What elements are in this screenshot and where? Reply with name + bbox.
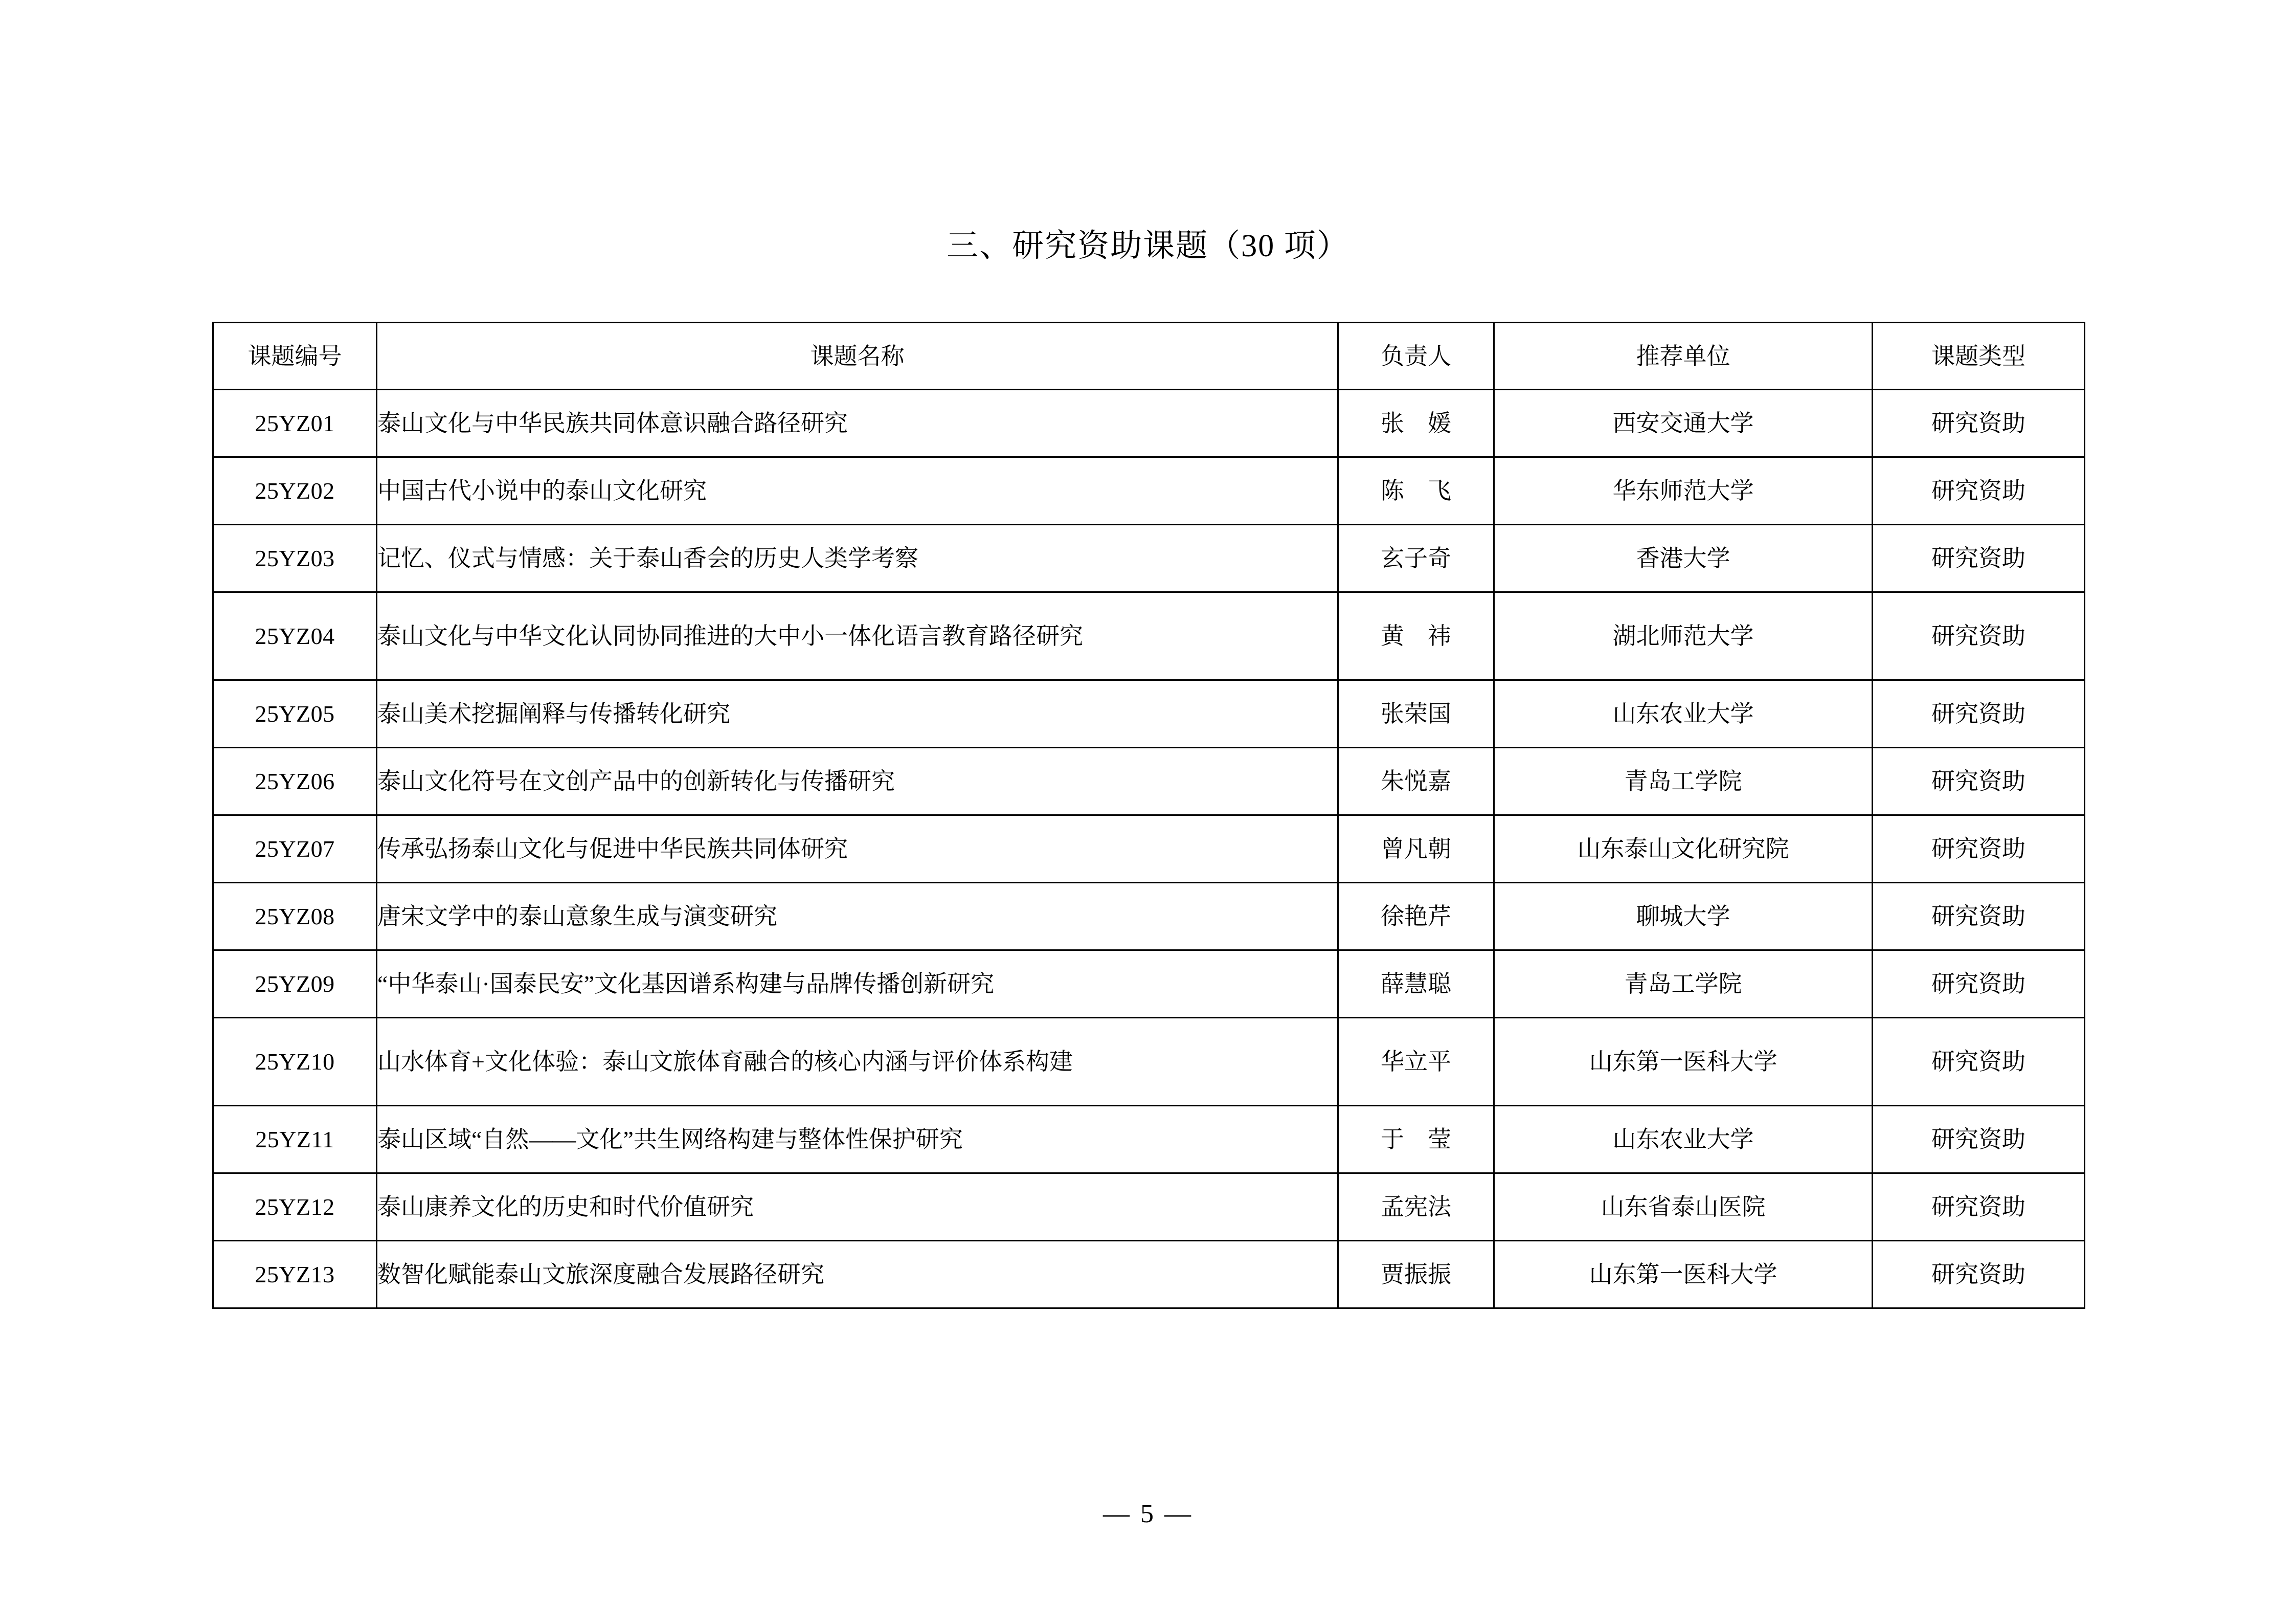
- cell-type: 研究资助: [1873, 592, 2085, 680]
- cell-type: 研究资助: [1873, 1106, 2085, 1173]
- table-row: [213, 1018, 2085, 1106]
- table-row: [213, 390, 2085, 457]
- cell-name: 泰山文化与中华文化认同协同推进的大中小一体化语言教育路径研究: [377, 592, 1338, 680]
- table-row: [213, 525, 2085, 592]
- table-header-row: [213, 323, 2085, 390]
- table-row: [213, 748, 2085, 815]
- cell-name: 唐宋文学中的泰山意象生成与演变研究: [377, 883, 1338, 950]
- cell-leader: 孟宪法: [1338, 1173, 1494, 1241]
- cell-unit: 山东第一医科大学: [1494, 1241, 1873, 1308]
- table-row: [213, 1173, 2085, 1241]
- cell-name: 数智化赋能泰山文旅深度融合发展路径研究: [377, 1241, 1338, 1308]
- table-row: [213, 592, 2085, 680]
- cell-unit: 山东省泰山医院: [1494, 1173, 1873, 1241]
- cell-type: 研究资助: [1873, 815, 2085, 883]
- cell-leader: 陈 飞: [1338, 457, 1494, 525]
- cell-id: 25YZ13: [213, 1241, 377, 1308]
- cell-id: 25YZ12: [213, 1173, 377, 1241]
- cell-id: 25YZ09: [213, 950, 377, 1018]
- cell-leader: 张 媛: [1338, 390, 1494, 457]
- cell-type: 研究资助: [1873, 525, 2085, 592]
- cell-leader: 张荣国: [1338, 680, 1494, 748]
- table-row: [213, 457, 2085, 525]
- cell-leader: 黄 祎: [1338, 592, 1494, 680]
- cell-leader: 薛慧聪: [1338, 950, 1494, 1018]
- table-body: [213, 390, 2085, 1308]
- cell-unit: 山东农业大学: [1494, 680, 1873, 748]
- projects-table: [212, 322, 2085, 1309]
- cell-type: 研究资助: [1873, 950, 2085, 1018]
- cell-leader: 华立平: [1338, 1018, 1494, 1106]
- cell-unit: 山东农业大学: [1494, 1106, 1873, 1173]
- cell-leader: 玄子奇: [1338, 525, 1494, 592]
- cell-type: 研究资助: [1873, 748, 2085, 815]
- cell-unit: 山东泰山文化研究院: [1494, 815, 1873, 883]
- cell-name: 山水体育+文化体验：泰山文旅体育融合的核心内涵与评价体系构建: [377, 1018, 1338, 1106]
- cell-leader: 朱悦嘉: [1338, 748, 1494, 815]
- cell-unit: 湖北师范大学: [1494, 592, 1873, 680]
- cell-id: 25YZ04: [213, 592, 377, 680]
- cell-leader: 曾凡朝: [1338, 815, 1494, 883]
- cell-id: 25YZ06: [213, 748, 377, 815]
- cell-name: 中国古代小说中的泰山文化研究: [377, 457, 1338, 525]
- cell-type: 研究资助: [1873, 680, 2085, 748]
- cell-unit: 青岛工学院: [1494, 748, 1873, 815]
- cell-name: 泰山文化与中华民族共同体意识融合路径研究: [377, 390, 1338, 457]
- cell-leader: 于 莹: [1338, 1106, 1494, 1173]
- cell-unit: 西安交通大学: [1494, 390, 1873, 457]
- cell-type: 研究资助: [1873, 457, 2085, 525]
- table-header: [213, 323, 2085, 390]
- cell-name: 记忆、仪式与情感：关于泰山香会的历史人类学考察: [377, 525, 1338, 592]
- cell-name: 传承弘扬泰山文化与促进中华民族共同体研究: [377, 815, 1338, 883]
- cell-unit: 香港大学: [1494, 525, 1873, 592]
- column-header-id: 课题编号: [213, 323, 377, 390]
- projects-table-container: [212, 322, 2084, 1309]
- cell-id: 25YZ11: [213, 1106, 377, 1173]
- column-header-type: 课题类型: [1873, 323, 2085, 390]
- cell-type: 研究资助: [1873, 390, 2085, 457]
- cell-unit: 山东第一医科大学: [1494, 1018, 1873, 1106]
- cell-type: 研究资助: [1873, 883, 2085, 950]
- cell-id: 25YZ10: [213, 1018, 377, 1106]
- page-number: — 5 —: [1103, 1499, 1193, 1528]
- cell-leader: 贾振振: [1338, 1241, 1494, 1308]
- page-title: 三、研究资助课题（30 项）: [947, 229, 1349, 263]
- cell-name: 泰山文化符号在文创产品中的创新转化与传播研究: [377, 748, 1338, 815]
- table-row: [213, 883, 2085, 950]
- cell-id: 25YZ03: [213, 525, 377, 592]
- column-header-unit: 推荐单位: [1494, 323, 1873, 390]
- cell-type: 研究资助: [1873, 1173, 2085, 1241]
- cell-id: 25YZ08: [213, 883, 377, 950]
- cell-id: 25YZ07: [213, 815, 377, 883]
- cell-name: “中华泰山·国泰民安”文化基因谱系构建与品牌传播创新研究: [377, 950, 1338, 1018]
- column-header-leader: 负责人: [1338, 323, 1494, 390]
- table-row: [213, 1106, 2085, 1173]
- cell-id: 25YZ02: [213, 457, 377, 525]
- cell-leader: 徐艳芹: [1338, 883, 1494, 950]
- table-row: [213, 950, 2085, 1018]
- table-row: [213, 680, 2085, 748]
- cell-name: 泰山区域“自然——文化”共生网络构建与整体性保护研究: [377, 1106, 1338, 1173]
- cell-unit: 聊城大学: [1494, 883, 1873, 950]
- cell-unit: 华东师范大学: [1494, 457, 1873, 525]
- cell-id: 25YZ05: [213, 680, 377, 748]
- table-row: [213, 1241, 2085, 1308]
- cell-name: 泰山美术挖掘阐释与传播转化研究: [377, 680, 1338, 748]
- cell-id: 25YZ01: [213, 390, 377, 457]
- cell-type: 研究资助: [1873, 1018, 2085, 1106]
- cell-name: 泰山康养文化的历史和时代价值研究: [377, 1173, 1338, 1241]
- column-header-name: 课题名称: [377, 323, 1338, 390]
- cell-unit: 青岛工学院: [1494, 950, 1873, 1018]
- cell-type: 研究资助: [1873, 1241, 2085, 1308]
- table-row: [213, 815, 2085, 883]
